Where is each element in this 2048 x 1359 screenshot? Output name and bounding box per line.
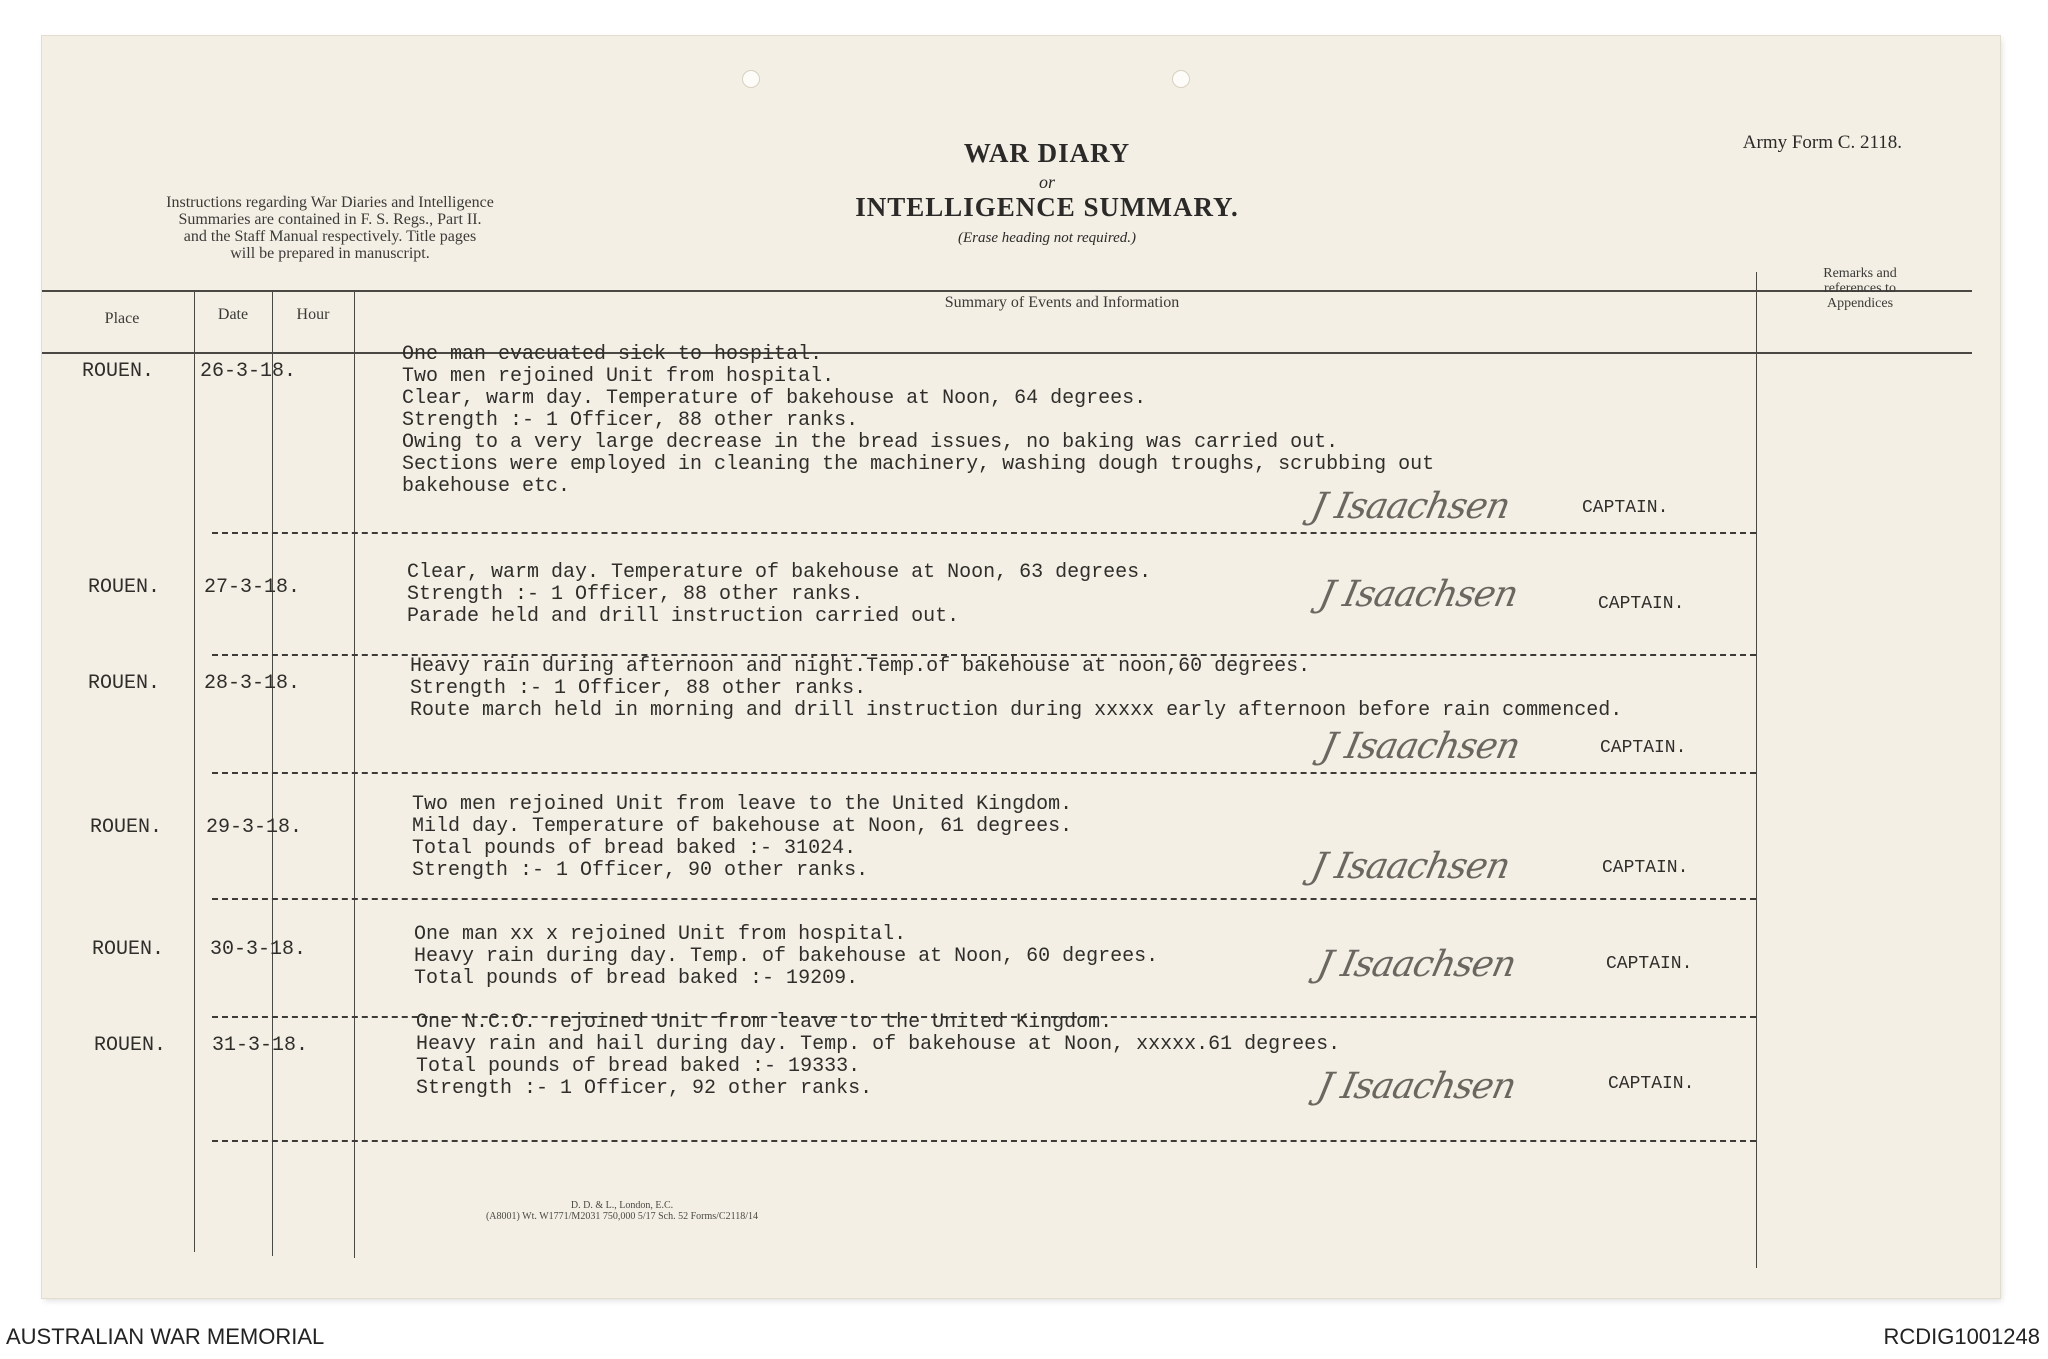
entry-summary: One N.C.O. rejoined Unit from leave to the United Kingdom. Heavy rain and hail during day. Temp. of bakehouse at Noon, xxxxx.61 degrees. Total pounds of bread baked :- 19333. Strength :- 1 Officer, 92 other ranks. [416, 1011, 1341, 1100]
instructions-text: Instructions regarding War Diaries and Intelligence Summaries are contained in F. S. Regs., Part II. and the Staff Manual respectively. Title pages will be prepared in manuscript. [166, 194, 494, 262]
entry-separator [212, 898, 1756, 900]
signature: J Isaachsen [1317, 726, 1524, 767]
column-header-place: Place [104, 310, 140, 327]
title-intelligence-summary: INTELLIGENCE SUMMARY. [855, 192, 1239, 222]
rank-label: CAPTAIN. [1598, 594, 1685, 614]
entry-place: ROUEN. [88, 576, 161, 599]
col-divider-date [272, 292, 273, 1256]
army-form-number: Army Form C. 2118. [1742, 132, 1902, 153]
title-war-diary: WAR DIARY [963, 138, 1131, 168]
title-note: (Erase heading not required.) [957, 230, 1137, 246]
entry-place: ROUEN. [88, 672, 161, 695]
rank-label: CAPTAIN. [1602, 858, 1689, 878]
archive-reference: RCDIG1001248 [1883, 1324, 2040, 1349]
signature: J Isaachsen [1313, 1066, 1520, 1107]
entry-date: 27-3-18. [204, 576, 301, 599]
punch-hole [742, 70, 760, 88]
entry-place: ROUEN. [82, 360, 155, 383]
entry-date: 28-3-18. [204, 672, 301, 695]
rank-label: CAPTAIN. [1600, 738, 1687, 758]
title-or: or [1038, 172, 1055, 192]
entry-place: ROUEN. [94, 1034, 167, 1057]
archive-label: AUSTRALIAN WAR MEMORIAL [6, 1324, 325, 1349]
col-divider-place [194, 292, 195, 1252]
signature: J Isaachsen [1315, 574, 1522, 615]
entry-summary: One man xx x rejoined Unit from hospital. Heavy rain during day. Temp. of bakehouse at Noon, 60 degrees. Total pounds of bread baked :- 19209. [414, 923, 1159, 990]
entry-separator [212, 532, 1756, 534]
col-divider-remarks [1756, 272, 1757, 1268]
column-header-date: Date [217, 306, 249, 323]
rank-label: CAPTAIN. [1606, 954, 1693, 974]
table-top-rule [42, 290, 1972, 292]
entry-summary: Two men rejoined Unit from leave to the United Kingdom. Mild day. Temperature of bakehouse at Noon, 61 degrees. Total pounds of bread baked :- 31024. Strength :- 1 Officer, 90 other ranks. [412, 793, 1073, 882]
column-header-remarks: Remarks and references to Appendices [1823, 266, 1897, 311]
printer-imprint: D. D. & L., London, E.C. (A8001) Wt. W1771/M2031 750,000 5/17 Sch. 52 Forms/C2118/14 [485, 1200, 759, 1222]
signature: J Isaachsen [1307, 846, 1514, 887]
entry-summary: Clear, warm day. Temperature of bakehouse at Noon, 63 degrees. Strength :- 1 Officer, 88 other ranks. Parade held and drill instruction carried out. [407, 561, 1152, 628]
diary-sheet [42, 36, 2000, 1298]
entry-separator [212, 1140, 1756, 1142]
signature: J Isaachsen [1313, 944, 1520, 985]
column-header-summary: Summary of Events and Information [944, 294, 1180, 311]
entry-separator [212, 772, 1756, 774]
entry-summary: Heavy rain during afternoon and night.Temp.of bakehouse at noon,60 degrees. Strength :- 1 Officer, 88 other ranks. Route march held in morning and drill instruction during xxxxx early afternoon before rain commenced. [410, 655, 1623, 722]
signature: J Isaachsen [1307, 486, 1514, 527]
punch-hole [1172, 70, 1190, 88]
rank-label: CAPTAIN. [1582, 498, 1669, 518]
entry-summary: One man evacuated sick to hospital. Two men rejoined Unit from hospital. Clear, warm day. Temperature of bakehouse at Noon, 64 degrees. Strength :- 1 Officer, 88 other ranks. Owing to a very large decrease in the bread issues, no baking was carried out. Sections were employed in cleaning the machinery, washing dough troughs, scrubbing out bakehouse etc. [402, 343, 1435, 498]
entry-date: 26-3-18. [200, 360, 297, 383]
column-header-hour: Hour [296, 306, 330, 323]
rank-label: CAPTAIN. [1608, 1074, 1695, 1094]
col-divider-hour [354, 292, 355, 1258]
entry-place: ROUEN. [92, 938, 165, 961]
entry-date: 29-3-18. [206, 816, 303, 839]
entry-date: 30-3-18. [210, 938, 307, 961]
entry-place: ROUEN. [90, 816, 163, 839]
entry-date: 31-3-18. [212, 1034, 309, 1057]
